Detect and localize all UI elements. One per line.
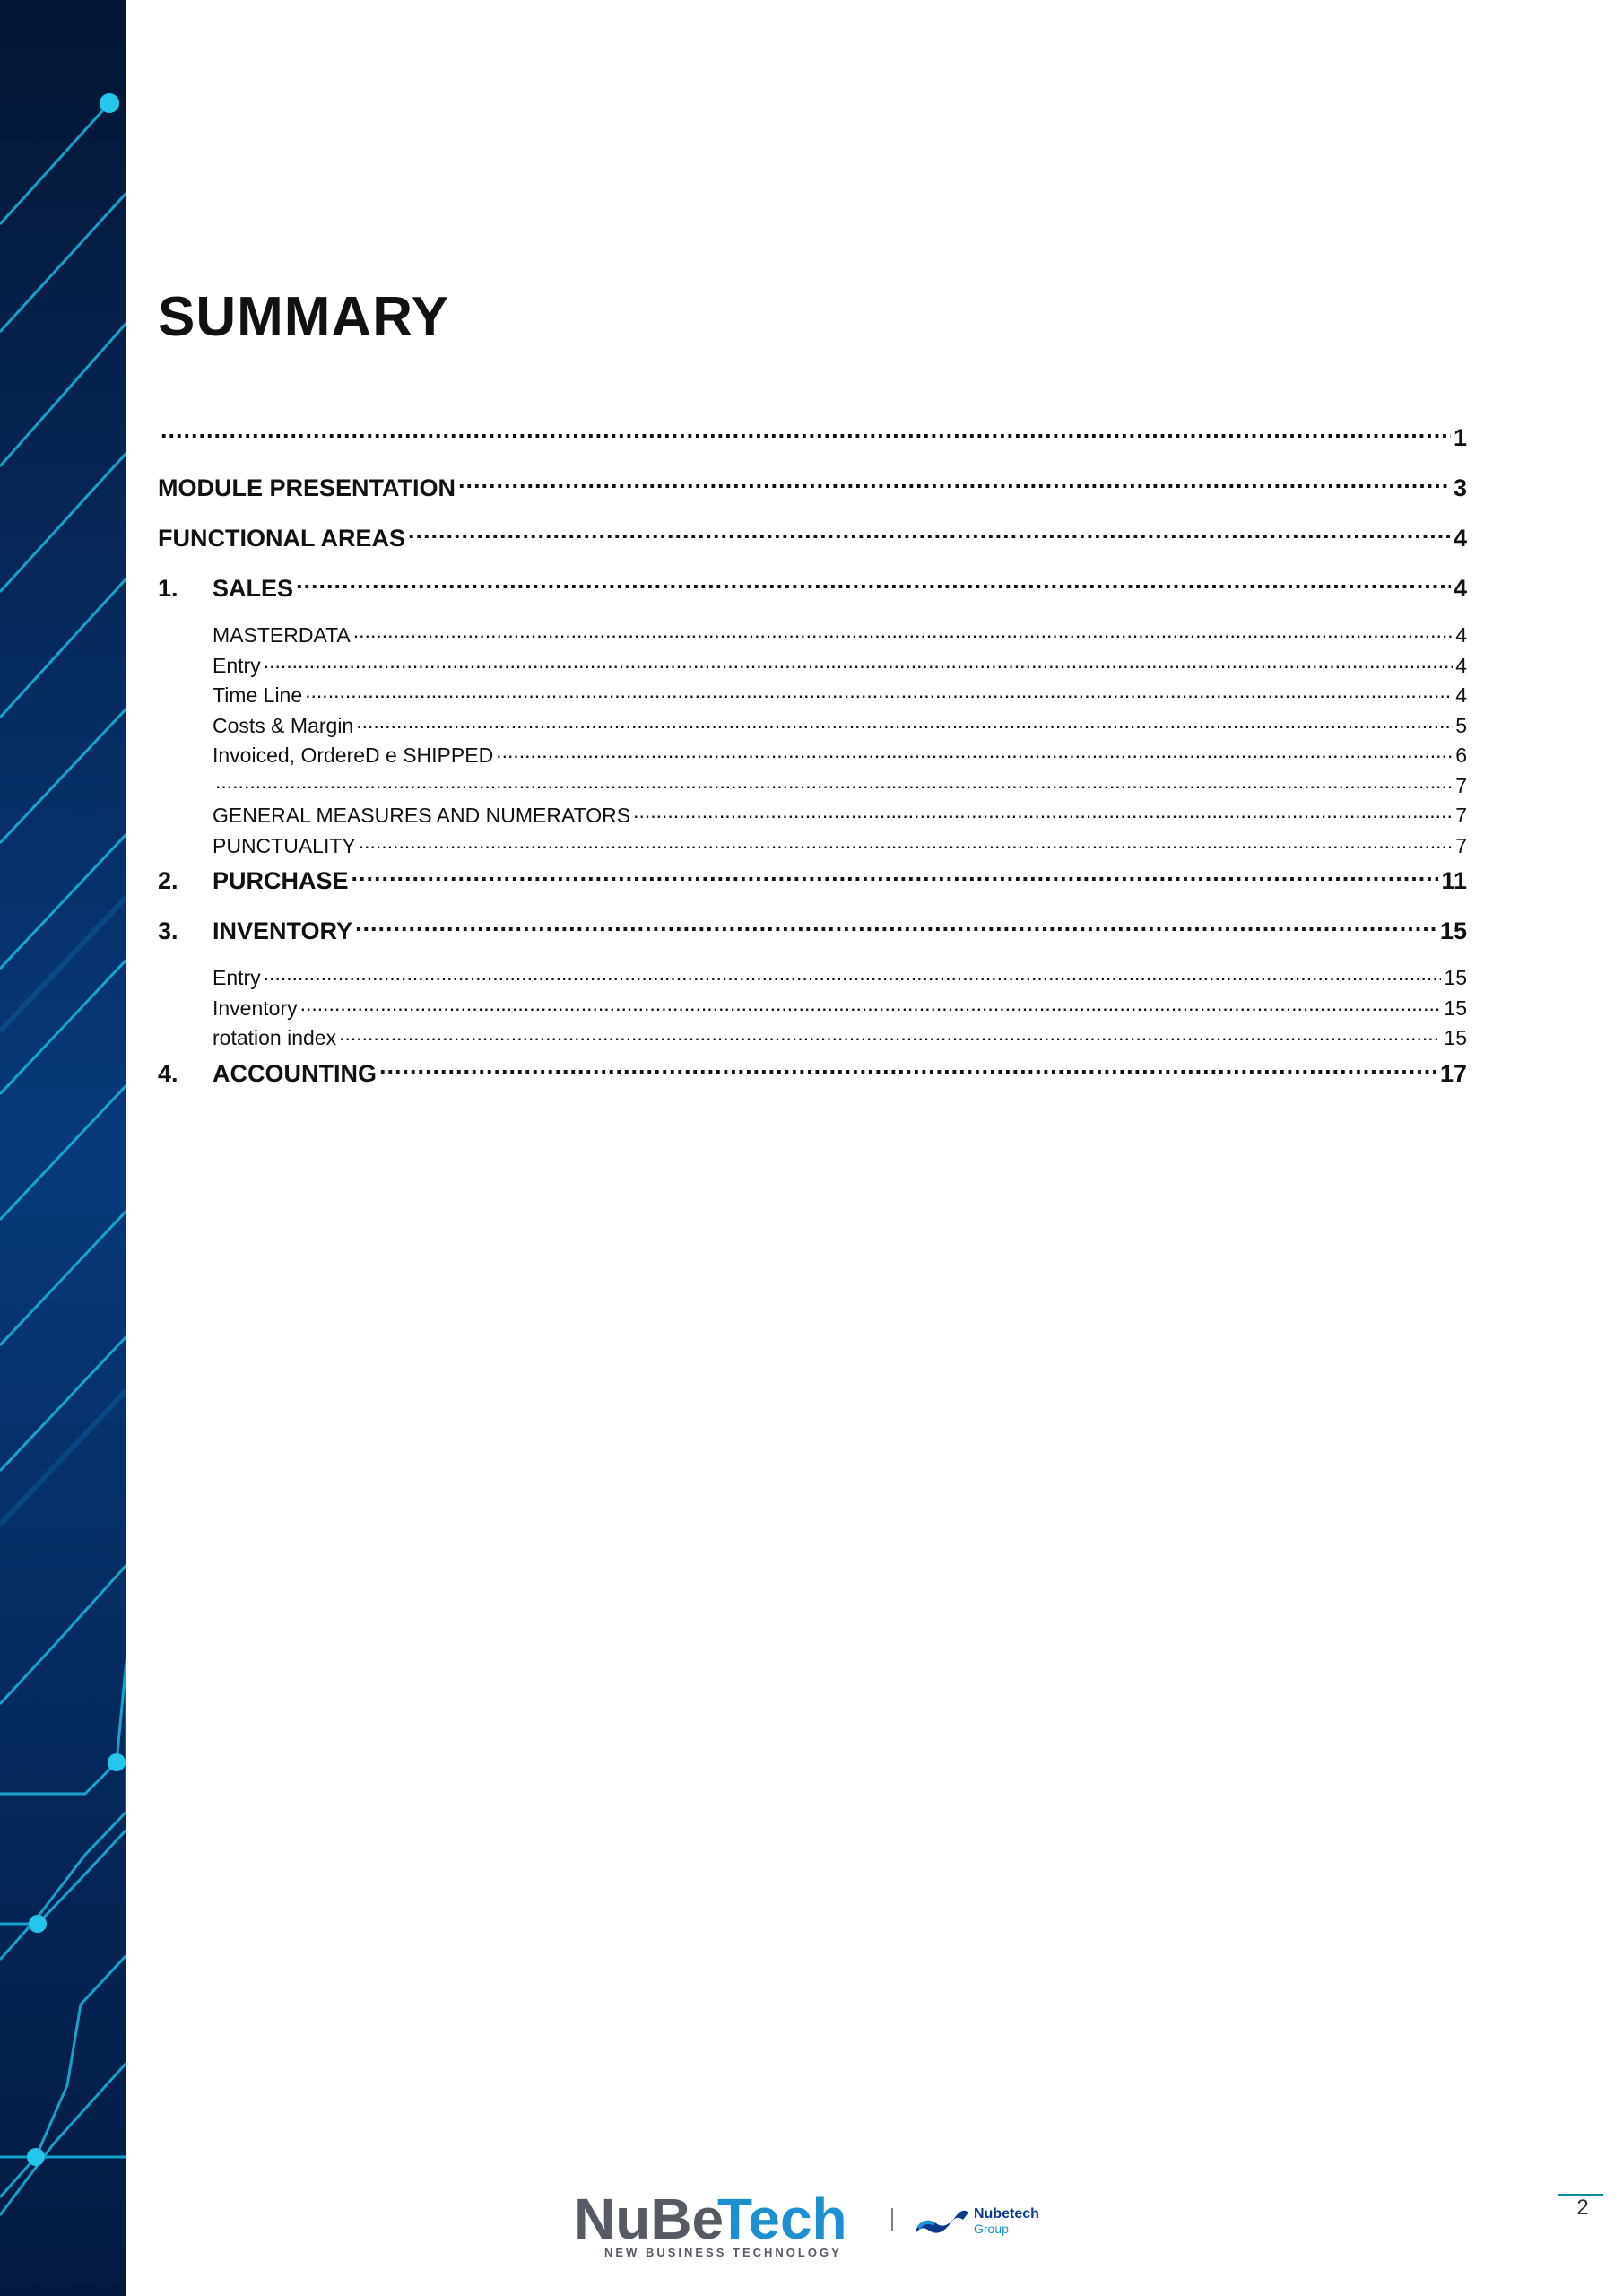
toc-entry-number: 4. xyxy=(158,1059,178,1087)
toc-entry-text: Inventory xyxy=(213,996,298,1020)
toc-entry-text: GENERAL MEASURES AND NUMERATORS xyxy=(213,804,631,827)
toc-entry-text: Time Line xyxy=(213,683,303,707)
toc-subentry[interactable] xyxy=(158,963,1467,994)
toc-dot-leader xyxy=(408,522,1451,546)
toc-dot-leader xyxy=(353,622,1453,642)
toc-page-number: 15 xyxy=(1444,996,1467,1020)
brand-primary-tech: Tech xyxy=(717,2188,847,2251)
toc-dot-leader xyxy=(359,832,1453,853)
toc-entry[interactable] xyxy=(158,518,1467,569)
toc-dot-leader xyxy=(215,772,1453,793)
footer-logo xyxy=(574,2188,1058,2260)
toc-entry-text: rotation index xyxy=(213,1026,337,1049)
toc-dot-leader xyxy=(633,802,1453,822)
toc-entry-text: PURCHASE xyxy=(213,867,349,894)
toc-entry-text: FUNCTIONAL AREAS xyxy=(158,525,405,552)
toc-page-number: 7 xyxy=(1455,804,1467,827)
circuit-pattern-icon xyxy=(0,0,126,2296)
toc-entry-text: MODULE PRESENTATION xyxy=(158,474,456,501)
brand-primary-nube: NuBe xyxy=(574,2188,725,2251)
page-number: 2 xyxy=(1576,2196,1589,2220)
toc-entry-text: PUNCTUALITY xyxy=(213,833,356,857)
toc-entry[interactable] xyxy=(158,1054,1467,1104)
toc-entry[interactable] xyxy=(158,911,1467,961)
toc-page-number: 15 xyxy=(1444,1026,1467,1049)
toc-page-number: 15 xyxy=(1444,966,1467,989)
toc-entry-text: INVENTORY xyxy=(213,918,353,944)
toc-entry[interactable] xyxy=(158,418,1467,468)
brand-secondary-line1: Nubetech xyxy=(974,2206,1039,2222)
brand-tagline: NEW BUSINESS TECHNOLOGY xyxy=(604,2246,842,2259)
toc-entry-text: Invoiced, OrdereD e SHIPPED xyxy=(213,744,494,767)
toc-entry-text: ACCOUNTING xyxy=(213,1059,377,1087)
toc-subentry[interactable] xyxy=(158,651,1467,682)
brand-secondary-line2: Group xyxy=(974,2222,1009,2236)
toc-subentry[interactable] xyxy=(158,681,1467,711)
toc-dot-leader xyxy=(355,915,1437,939)
toc-entry-number: 1. xyxy=(158,575,178,602)
toc-entry[interactable] xyxy=(158,468,1467,518)
toc-dot-leader xyxy=(161,422,1451,446)
table-of-contents xyxy=(158,418,1467,1104)
toc-entry-text: Entry xyxy=(213,966,261,989)
toc-entry-text: Costs & Margin xyxy=(213,713,354,737)
circuit-sidebar xyxy=(0,0,126,2296)
toc-page-number: 4 xyxy=(1453,575,1467,602)
toc-page-number: 6 xyxy=(1455,744,1467,767)
toc-entry-text: Entry xyxy=(213,653,261,677)
toc-page-number: 4 xyxy=(1455,653,1467,677)
toc-page-number: 4 xyxy=(1453,525,1467,552)
nubetech-wave-icon xyxy=(916,2211,968,2233)
toc-subentry[interactable] xyxy=(158,621,1467,651)
toc-dot-leader xyxy=(339,1024,1441,1045)
toc-page-number: 5 xyxy=(1455,713,1467,737)
toc-dot-leader xyxy=(305,682,1453,702)
toc-dot-leader xyxy=(458,472,1451,496)
toc-dot-leader xyxy=(264,964,1442,985)
toc-subentry[interactable] xyxy=(158,771,1467,802)
toc-page-number: 7 xyxy=(1455,833,1467,857)
toc-page-number: 3 xyxy=(1453,474,1467,501)
page-title: SUMMARY xyxy=(158,286,450,348)
toc-page-number: 4 xyxy=(1455,623,1467,647)
toc-entry-text: MASTERDATA xyxy=(213,623,351,647)
toc-page-number: 15 xyxy=(1439,918,1467,944)
toc-page-number: 1 xyxy=(1453,424,1467,451)
toc-dot-leader xyxy=(300,995,1442,1015)
toc-dot-leader xyxy=(496,742,1453,762)
toc-dot-leader xyxy=(296,572,1451,596)
toc-subentry[interactable] xyxy=(158,801,1467,831)
toc-subentry[interactable] xyxy=(158,994,1467,1024)
toc-entry[interactable] xyxy=(158,569,1467,619)
toc-subentry[interactable] xyxy=(158,831,1467,862)
toc-dot-leader xyxy=(352,865,1439,889)
toc-page-number: 7 xyxy=(1455,773,1467,797)
toc-subentry[interactable] xyxy=(158,1023,1467,1054)
toc-dot-leader xyxy=(356,712,1453,733)
toc-entry-text: SALES xyxy=(213,575,294,602)
toc-subentry[interactable] xyxy=(158,741,1467,771)
toc-entry-number: 3. xyxy=(158,918,178,944)
toc-page-number: 17 xyxy=(1439,1059,1467,1087)
toc-page-number: 11 xyxy=(1441,867,1467,894)
toc-page-number: 4 xyxy=(1455,683,1467,707)
toc-entry-number: 2. xyxy=(158,867,178,894)
toc-subentry[interactable] xyxy=(158,711,1467,742)
toc-entry[interactable] xyxy=(158,861,1467,911)
toc-dot-leader xyxy=(379,1057,1437,1082)
toc-dot-leader xyxy=(264,652,1454,673)
